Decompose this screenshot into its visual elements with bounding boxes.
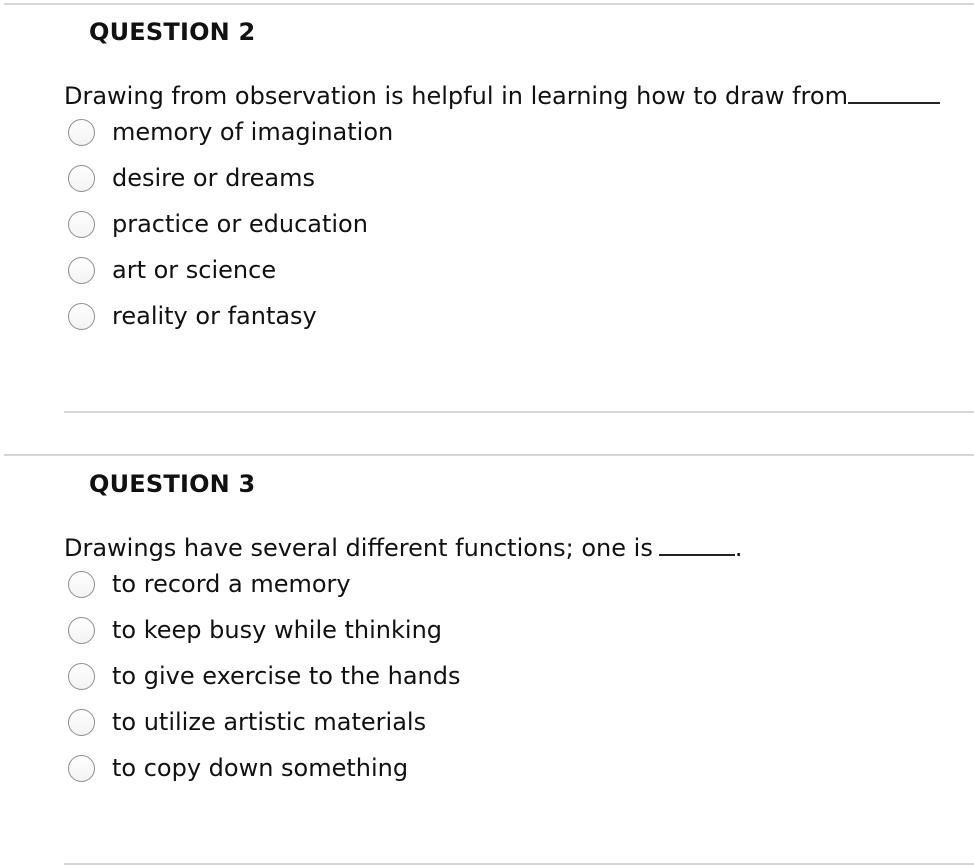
radio-button[interactable]	[68, 165, 95, 192]
radio-button[interactable]	[68, 257, 95, 284]
radio-button[interactable]	[68, 119, 95, 146]
option-label: practice or education	[112, 210, 368, 238]
radio-button[interactable]	[68, 663, 95, 690]
radio-button[interactable]	[68, 709, 95, 736]
question-3-option-2[interactable]	[68, 614, 442, 646]
question-3-top-divider	[4, 454, 974, 456]
question-3-prompt-text: Drawings have several different functions; one is	[64, 534, 653, 562]
question-3-option-3[interactable]	[68, 660, 461, 692]
radio-button[interactable]	[68, 617, 95, 644]
option-label: reality or fantasy	[112, 302, 317, 330]
question-3-option-4[interactable]	[68, 706, 426, 738]
option-label: to utilize artistic materials	[112, 708, 427, 736]
radio-button[interactable]	[68, 211, 95, 238]
question-2-top-divider	[4, 3, 974, 5]
question-2-option-4[interactable]	[68, 254, 276, 286]
question-3-blank	[659, 536, 735, 556]
option-label: to record a memory	[112, 570, 351, 598]
radio-button[interactable]	[68, 303, 95, 330]
question-2-heading: QUESTION 2	[89, 18, 256, 46]
question-2-option-1[interactable]	[68, 116, 393, 148]
question-3-prompt-suffix: .	[734, 534, 743, 562]
question-2-option-3[interactable]	[68, 208, 368, 240]
question-2-option-5[interactable]	[68, 300, 317, 332]
question-3-option-1[interactable]	[68, 568, 351, 600]
radio-button[interactable]	[68, 571, 95, 598]
option-label: art or science	[112, 256, 277, 284]
radio-button[interactable]	[68, 755, 95, 782]
question-2-option-2[interactable]	[68, 162, 315, 194]
question-2-blank	[848, 84, 940, 104]
option-label: to copy down something	[112, 754, 409, 782]
question-2-prompt	[64, 82, 940, 110]
question-2-bottom-divider	[64, 411, 974, 413]
question-3-option-5[interactable]	[68, 752, 408, 784]
question-3-bottom-divider	[64, 863, 974, 865]
option-label: memory of imagination	[112, 118, 394, 146]
option-label: to keep busy while thinking	[112, 616, 443, 644]
question-3-heading: QUESTION 3	[89, 470, 256, 498]
question-3-prompt	[64, 534, 742, 562]
option-label: to give exercise to the hands	[112, 662, 461, 690]
option-label: desire or dreams	[112, 164, 316, 192]
question-2-prompt-text: Drawing from observation is helpful in learning how to draw from	[64, 82, 848, 110]
